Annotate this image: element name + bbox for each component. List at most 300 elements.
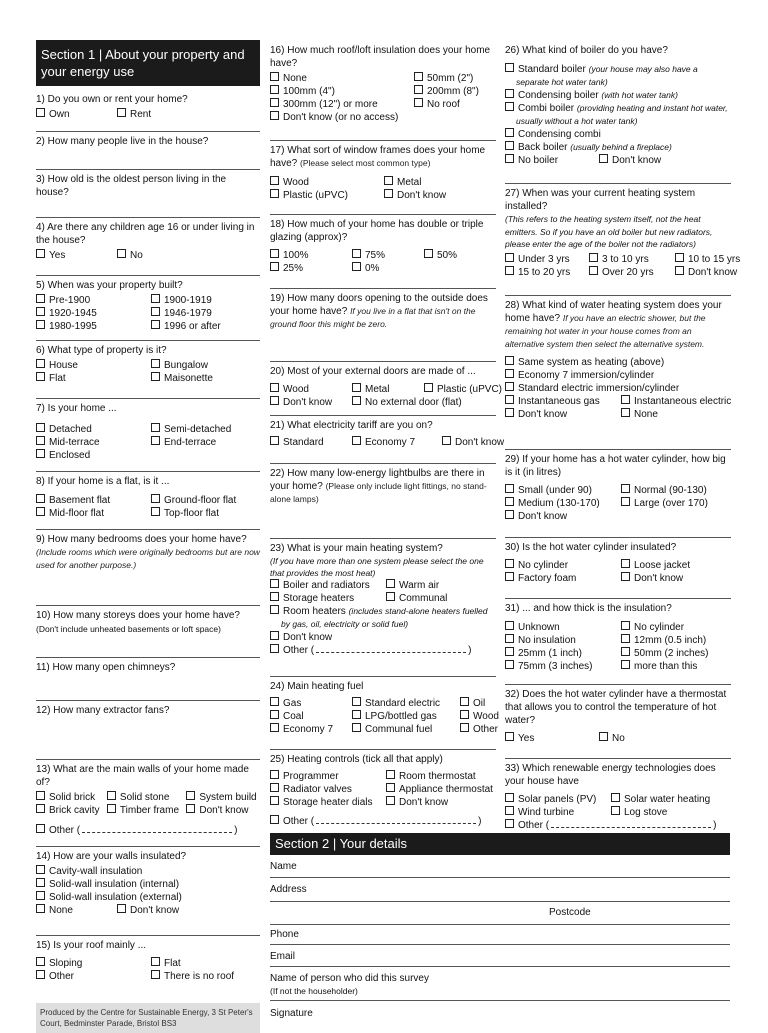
checkbox-icon	[621, 484, 630, 493]
checkbox-large[interactable]: Large (over 170)	[621, 497, 731, 510]
checkbox-icon	[675, 266, 684, 275]
question-10	[36, 605, 260, 655]
checkbox-icon	[505, 395, 514, 404]
question-11	[36, 657, 260, 698]
question-label: 28) What kind of water heating system does your home have? If you have an electric shower, but the remaining hot water in your house comes from an alternative system then select the alternative system.	[505, 300, 722, 349]
checkbox-icon	[36, 824, 45, 833]
question-4	[36, 217, 260, 273]
checkbox-icon	[505, 89, 514, 98]
question-16	[270, 44, 496, 138]
checkbox-mid-terrace[interactable]: Mid-terrace	[36, 436, 145, 449]
checkbox-icon	[36, 359, 45, 368]
checkbox-1980-1995[interactable]: 1980-1995	[36, 320, 145, 333]
checkbox-wood[interactable]: Wood	[270, 383, 346, 396]
question-label: 20) Most of your external doors are made of ...	[270, 366, 476, 377]
checkbox-no-external-door[interactable]: No external door (flat)	[352, 396, 496, 409]
checkbox-icon	[270, 262, 279, 271]
signature-label: Signature	[270, 1008, 313, 1019]
checkbox-yes[interactable]: Yes	[505, 732, 593, 745]
checkbox-more-than-this[interactable]: more than this	[621, 660, 731, 673]
checkbox-icon	[270, 770, 279, 779]
checkbox-pre-1900[interactable]: Pre-1900	[36, 294, 145, 307]
checkbox-end-terrace[interactable]: End-terrace	[151, 436, 260, 449]
checkbox-0[interactable]: 0%	[352, 262, 418, 275]
checkbox-solar-pv[interactable]: Solar panels (PV)	[505, 793, 605, 806]
checkbox-icon	[460, 697, 469, 706]
checkbox-dont-know[interactable]: Don't know	[186, 804, 260, 817]
checkbox-icon	[270, 697, 279, 706]
question-3	[36, 169, 260, 215]
checkbox-icon	[386, 579, 395, 588]
producer-footer: Produced by the Centre for Sustainable Energy, 3 St Peter's Court, Bedminster Parade, Bristol BS3	[36, 1003, 260, 1033]
checkbox-icon	[621, 572, 630, 581]
checkbox-wood[interactable]: Wood	[460, 710, 499, 723]
checkbox-icon	[352, 249, 361, 258]
checkbox-no[interactable]: No	[117, 249, 260, 262]
checkbox-25mm[interactable]: 25mm (1 inch)	[505, 647, 615, 660]
checkbox-dont-know[interactable]: Don't know	[505, 408, 615, 421]
checkbox-icon	[505, 510, 514, 519]
checkbox-icon	[384, 176, 393, 185]
checkbox-icon	[621, 634, 630, 643]
checkbox-solid-brick[interactable]: Solid brick	[36, 791, 103, 804]
checkbox-no-cylinder[interactable]: No cylinder	[621, 621, 731, 634]
question-label: 25) Heating controls (tick all that apply)	[270, 754, 443, 765]
checkbox-condensing-combi[interactable]: Condensing combi	[505, 128, 731, 141]
question-17	[270, 140, 496, 212]
checkbox-no-cylinder[interactable]: No cylinder	[505, 559, 615, 572]
checkbox-economy-7-immersion[interactable]: Economy 7 immersion/cylinder	[505, 369, 731, 382]
checkbox-100[interactable]: 100%	[270, 249, 346, 262]
question-label: 11) How many open chimneys?	[36, 662, 176, 673]
question-29	[505, 449, 731, 535]
checkbox-yes[interactable]: Yes	[36, 249, 145, 262]
checkbox-ground-floor-flat[interactable]: Ground-floor flat	[151, 494, 260, 507]
checkbox-detached[interactable]: Detached	[36, 423, 145, 436]
email-field[interactable]	[270, 950, 730, 967]
checkbox-icon	[270, 710, 279, 719]
question-label: 19) How many doors opening to the outside does your home have? If you live in a flat that isn't on the ground floor this might be zero.	[270, 293, 488, 329]
checkbox-metal[interactable]: Metal	[352, 383, 418, 396]
checkbox-icon	[107, 791, 116, 800]
checkbox-icon	[414, 98, 423, 107]
checkbox-flat[interactable]: Flat	[36, 372, 145, 385]
question-note: (This refers to the heating system itself, not the heat emitters. So if you have an old boiler but new radiators, please enter the age of the boiler not the radiators)	[505, 214, 713, 249]
email-label: Email	[270, 951, 296, 962]
checkbox-combi-boiler[interactable]: Combi boiler (providing heating and instant hot water, usually without a hot water tank)	[505, 102, 731, 128]
checkbox-icon	[151, 359, 160, 368]
checkbox-icon	[505, 484, 514, 493]
other-text-line[interactable]	[82, 824, 232, 833]
checkbox-icon	[611, 806, 620, 815]
checkbox-icon	[505, 793, 514, 802]
checkbox-icon	[386, 783, 395, 792]
checkbox-standard-electric-immersion[interactable]: Standard electric immersion/cylinder	[505, 382, 731, 395]
checkbox-oil[interactable]: Oil	[460, 697, 499, 710]
checkbox-brick-cavity[interactable]: Brick cavity	[36, 804, 103, 817]
checkbox-icon	[270, 436, 279, 445]
checkbox-icon	[352, 436, 361, 445]
checkbox-wind-turbine[interactable]: Wind turbine	[505, 806, 605, 819]
checkbox-storage-heater-dials[interactable]: Storage heater dials	[270, 796, 380, 809]
checkbox-over-20[interactable]: Over 20 yrs	[589, 266, 669, 279]
checkbox-coal[interactable]: Coal	[270, 710, 346, 723]
checkbox-room-thermostat[interactable]: Room thermostat	[386, 770, 496, 783]
checkbox-other[interactable]: Other	[36, 970, 145, 983]
checkbox-12mm[interactable]: 12mm (0.5 inch)	[621, 634, 731, 647]
checkbox-75mm[interactable]: 75mm (3 inches)	[505, 660, 615, 673]
checkbox-dont-know[interactable]: Don't know	[386, 796, 496, 809]
checkbox-instantaneous-gas[interactable]: Instantaneous gas	[505, 395, 615, 408]
other-field[interactable]: Other ( )	[270, 815, 496, 828]
question-31	[505, 598, 731, 682]
section-1-header: Section 1 | About your property and your energy use	[36, 40, 260, 86]
checkbox-enclosed[interactable]: Enclosed	[36, 449, 145, 462]
checkbox-standard-electric[interactable]: Standard electric	[352, 697, 454, 710]
other-text-line[interactable]	[316, 644, 466, 653]
question-note: (Don't include unheated basements or loft space)	[36, 624, 221, 634]
checkbox-icon	[621, 647, 630, 656]
checkbox-factory-foam[interactable]: Factory foam	[505, 572, 615, 585]
checkbox-50mm[interactable]: 50mm (2 inches)	[621, 647, 731, 660]
checkbox-none[interactable]: None	[621, 408, 731, 421]
name-label: Name	[270, 861, 297, 872]
checkbox-dont-know[interactable]: Don't know	[621, 572, 731, 585]
checkbox-50mm[interactable]: 50mm (2")	[414, 72, 496, 85]
checkbox-maisonette[interactable]: Maisonette	[151, 372, 260, 385]
checkbox-15-to-20[interactable]: 15 to 20 yrs	[505, 266, 583, 279]
checkbox-room-heaters[interactable]: Room heaters (includes stand-alone heaters fuelled by gas, oil, electricity or solid fuel)	[270, 605, 496, 631]
checkbox-standard[interactable]: Standard	[270, 436, 346, 449]
checkbox-icon	[36, 891, 45, 900]
checkbox-100mm[interactable]: 100mm (4")	[270, 85, 408, 98]
checkbox-instantaneous-electric[interactable]: Instantaneous electric	[621, 395, 731, 408]
checkbox-programmer[interactable]: Programmer	[270, 770, 380, 783]
checkbox-no-insulation[interactable]: No insulation	[505, 634, 615, 647]
question-label: 3) How old is the oldest person living in the house?	[36, 174, 227, 198]
checkbox-icon	[186, 791, 195, 800]
question-note: (Include rooms which were originally bedrooms but are now used for another purpose.)	[36, 547, 260, 570]
checkbox-icon	[424, 249, 433, 258]
checkbox-metal[interactable]: Metal	[384, 176, 496, 189]
checkbox-icon	[505, 634, 514, 643]
question-label: 18) How much of your home has double or triple glazing (approx)?	[270, 219, 484, 243]
checkbox-icon	[151, 957, 160, 966]
checkbox-other[interactable]: Other	[460, 723, 499, 736]
question-2	[36, 131, 260, 167]
checkbox-small[interactable]: Small (under 90)	[505, 484, 615, 497]
checkbox-icon	[270, 189, 279, 198]
checkbox-icon	[424, 383, 433, 392]
surveyor-field[interactable]	[270, 972, 730, 1001]
question-label: 22) How many low-energy lightbulbs are there in your home? (Please only include light fittings, no stand-alone lamps)	[270, 468, 487, 504]
signature-field[interactable]	[270, 1007, 730, 1024]
checkbox-system-build[interactable]: System build	[186, 791, 260, 804]
phone-field[interactable]	[270, 928, 730, 945]
checkbox-icon	[36, 423, 45, 432]
other-field[interactable]: Other ( )	[36, 824, 260, 837]
column-1	[36, 40, 260, 989]
checkbox-top-floor-flat[interactable]: Top-floor flat	[151, 507, 260, 520]
checkbox-1900-1919[interactable]: 1900-1919	[151, 294, 260, 307]
address-line-2[interactable]	[270, 905, 730, 925]
checkbox-icon	[505, 266, 514, 275]
checkbox-icon	[36, 878, 45, 887]
checkbox-icon	[270, 605, 279, 614]
checkbox-icon	[151, 507, 160, 516]
checkbox-icon	[36, 507, 45, 516]
checkbox-dont-know[interactable]: Don't know	[505, 510, 615, 523]
question-6	[36, 340, 260, 396]
checkbox-icon	[117, 904, 126, 913]
checkbox-icon	[505, 497, 514, 506]
checkbox-25[interactable]: 25%	[270, 262, 346, 275]
checkbox-house[interactable]: House	[36, 359, 145, 372]
question-label: 15) Is your roof mainly ...	[36, 940, 147, 951]
checkbox-icon	[505, 660, 514, 669]
question-24	[270, 676, 499, 747]
checkbox-semi-detached[interactable]: Semi-detached	[151, 423, 260, 436]
checkbox-log-stove[interactable]: Log stove	[611, 806, 731, 819]
checkbox-icon	[352, 710, 361, 719]
checkbox-dont-know[interactable]: Don't know (or no access)	[270, 111, 496, 124]
checkbox-condensing-boiler[interactable]: Condensing boiler (with hot water tank)	[505, 89, 731, 102]
checkbox-icon	[270, 383, 279, 392]
checkbox-icon	[352, 383, 361, 392]
checkbox-no-boiler[interactable]: No boiler	[505, 154, 593, 167]
checkbox-icon	[589, 266, 598, 275]
checkbox-icon	[270, 815, 279, 824]
question-14	[36, 846, 260, 933]
checkbox-icon	[505, 356, 514, 365]
checkbox-50[interactable]: 50%	[424, 249, 496, 262]
question-note: (If you have more than one system please select the one that provides the most heat)	[270, 556, 484, 578]
question-label: 9) How many bedrooms does your home have? (Include rooms which were originally bedrooms but are now used for another purpose.)	[36, 534, 260, 570]
question-label: 26) What kind of boiler do you have?	[505, 45, 668, 56]
checkbox-3-to-10[interactable]: 3 to 10 yrs	[589, 253, 669, 266]
checkbox-solid-stone[interactable]: Solid stone	[107, 791, 182, 804]
name-field[interactable]	[270, 860, 730, 878]
question-32	[505, 684, 731, 756]
question-label: 29) If your home has a hot water cylinder, how big is it (in litres)	[505, 454, 726, 478]
checkbox-icon	[352, 697, 361, 706]
checkbox-sloping[interactable]: Sloping	[36, 957, 145, 970]
other-field[interactable]: Other ( )	[270, 644, 496, 657]
checkbox-no-roof[interactable]: There is no roof	[151, 970, 260, 983]
checkbox-icon	[151, 494, 160, 503]
question-label: 23) What is your main heating system?	[270, 543, 443, 554]
question-label: 24) Main heating fuel	[270, 681, 364, 692]
checkbox-icon	[151, 423, 160, 432]
checkbox-1946-1979[interactable]: 1946-1979	[151, 307, 260, 320]
question-5	[36, 275, 260, 338]
checkbox-icon	[270, 98, 279, 107]
checkbox-warm-air[interactable]: Warm air	[386, 579, 496, 592]
question-label: 12) How many extractor fans?	[36, 705, 170, 716]
checkbox-icon	[505, 559, 514, 568]
checkbox-icon	[505, 819, 514, 828]
checkbox-icon	[460, 710, 469, 719]
checkbox-none[interactable]: None	[36, 904, 145, 917]
postcode-label: Postcode	[549, 907, 591, 918]
checkbox-dont-know[interactable]: Don't know	[384, 189, 496, 202]
checkbox-basement-flat[interactable]: Basement flat	[36, 494, 145, 507]
checkbox-icon	[352, 396, 361, 405]
checkbox-icon	[151, 970, 160, 979]
question-label: 8) If your home is a flat, is it ...	[36, 476, 170, 487]
checkbox-icon	[352, 262, 361, 271]
checkbox-icon	[386, 796, 395, 805]
checkbox-communal-fuel[interactable]: Communal fuel	[352, 723, 454, 736]
checkbox-loose-jacket[interactable]: Loose jacket	[621, 559, 731, 572]
question-label: 31) ... and how thick is the insulation?	[505, 603, 672, 614]
section-2-header: Section 2 | Your details	[270, 833, 730, 855]
question-21	[270, 415, 505, 461]
address-field[interactable]	[270, 883, 730, 902]
checkbox-appliance-thermostat[interactable]: Appliance thermostat	[386, 783, 496, 796]
address-label: Address	[270, 884, 307, 895]
checkbox-solar-water[interactable]: Solar water heating	[611, 793, 731, 806]
checkbox-cavity-wall[interactable]: Cavity-wall insulation	[36, 865, 260, 878]
checkbox-plastic[interactable]: Plastic (uPVC)	[270, 189, 378, 202]
checkbox-wood[interactable]: Wood	[270, 176, 378, 189]
other-field[interactable]: Other ( )	[505, 819, 731, 832]
question-15	[36, 935, 260, 989]
checkbox-icon	[621, 660, 630, 669]
other-text-line[interactable]	[551, 819, 711, 828]
checkbox-rent[interactable]: Rent	[117, 108, 260, 121]
checkbox-icon	[505, 141, 514, 150]
checkbox-icon	[505, 621, 514, 630]
checkbox-radiator-valves[interactable]: Radiator valves	[270, 783, 380, 796]
question-note: (Please only include light fittings, no stand-alone lamps)	[270, 481, 487, 504]
checkbox-icon	[36, 108, 45, 117]
question-label: 16) How much roof/loft insulation does your home have?	[270, 45, 491, 69]
checkbox-icon	[505, 732, 514, 741]
checkbox-back-boiler[interactable]: Back boiler (usually behind a fireplace)	[505, 141, 731, 154]
checkbox-flat-roof[interactable]: Flat	[151, 957, 260, 970]
checkbox-timber-frame[interactable]: Timber frame	[107, 804, 182, 817]
checkbox-1996-or-after[interactable]: 1996 or after	[151, 320, 260, 333]
checkbox-economy-7[interactable]: Economy 7	[270, 723, 346, 736]
checkbox-icon	[270, 796, 279, 805]
checkbox-dont-know[interactable]: Don't know	[117, 904, 260, 917]
question-label: 2) How many people live in the house?	[36, 136, 209, 147]
checkbox-1920-1945[interactable]: 1920-1945	[36, 307, 145, 320]
checkbox-none[interactable]: None	[270, 72, 408, 85]
checkbox-200mm[interactable]: 200mm (8")	[414, 85, 496, 98]
checkbox-icon	[621, 497, 630, 506]
surveyor-note: (If not the householder)	[270, 986, 358, 996]
checkbox-same-as-heating[interactable]: Same system as heating (above)	[505, 356, 731, 369]
checkbox-icon	[151, 307, 160, 316]
checkbox-dont-know[interactable]: Don't know	[675, 266, 740, 279]
checkbox-solid-wall-external[interactable]: Solid-wall insulation (external)	[36, 891, 260, 904]
checkbox-icon	[505, 382, 514, 391]
checkbox-icon	[117, 108, 126, 117]
checkbox-icon	[589, 253, 598, 262]
checkbox-icon	[675, 253, 684, 262]
checkbox-normal[interactable]: Normal (90-130)	[621, 484, 731, 497]
checkbox-icon	[36, 320, 45, 329]
question-20	[270, 361, 503, 413]
checkbox-icon	[621, 621, 630, 630]
checkbox-dont-know[interactable]: Don't know	[442, 436, 504, 449]
checkbox-solid-wall-internal[interactable]: Solid-wall insulation (internal)	[36, 878, 260, 891]
checkbox-no-roof[interactable]: No roof	[414, 98, 496, 111]
checkbox-icon	[270, 783, 279, 792]
question-18	[270, 214, 496, 286]
column-2	[270, 44, 505, 831]
question-label: 33) Which renewable energy technologies does your house have	[505, 763, 716, 787]
checkbox-icon	[36, 865, 45, 874]
checkbox-mid-floor-flat[interactable]: Mid-floor flat	[36, 507, 145, 520]
checkbox-medium[interactable]: Medium (130-170)	[505, 497, 615, 510]
checkbox-communal[interactable]: Communal	[386, 592, 496, 605]
question-26	[505, 44, 731, 181]
question-8	[36, 471, 260, 527]
checkbox-no[interactable]: No	[599, 732, 731, 745]
checkbox-icon	[414, 85, 423, 94]
checkbox-own[interactable]: Own	[36, 108, 145, 121]
checkbox-dont-know[interactable]: Don't know	[270, 396, 346, 409]
checkbox-lpg[interactable]: LPG/bottled gas	[352, 710, 454, 723]
checkbox-standard-boiler[interactable]: Standard boiler (your house may also have a separate hot water tank)	[505, 63, 731, 89]
checkbox-boiler-radiators[interactable]: Boiler and radiators	[270, 579, 380, 592]
checkbox-icon	[505, 806, 514, 815]
question-note: If you have an electric shower, but the remaining hot water in your house comes from an alternative system then select the alternative system.	[505, 313, 706, 349]
checkbox-plastic[interactable]: Plastic (uPVC)	[424, 383, 502, 396]
checkbox-icon	[505, 128, 514, 137]
other-text-line[interactable]	[316, 815, 476, 824]
question-label: 30) Is the hot water cylinder insulated?	[505, 542, 677, 553]
question-28	[505, 295, 731, 447]
question-label: 6) What type of property is it?	[36, 345, 167, 356]
checkbox-icon	[186, 804, 195, 813]
question-label: 4) Are there any children age 16 or under living in the house?	[36, 222, 255, 246]
checkbox-economy-7[interactable]: Economy 7	[352, 436, 436, 449]
checkbox-icon	[505, 253, 514, 262]
checkbox-icon	[151, 372, 160, 381]
checkbox-icon	[599, 154, 608, 163]
question-label: 27) When was your current heating system installed?	[505, 188, 696, 212]
checkbox-icon	[442, 436, 451, 445]
checkbox-icon	[36, 791, 45, 800]
checkbox-dont-know[interactable]: Don't know	[599, 154, 731, 167]
checkbox-dont-know[interactable]: Don't know	[270, 631, 496, 644]
checkbox-icon	[460, 723, 469, 732]
checkbox-300mm[interactable]: 300mm (12") or more	[270, 98, 408, 111]
question-label: 10) How many storeys does your home have?	[36, 610, 240, 621]
question-note: If you live in a flat that isn't on the ground floor this might be zero.	[270, 306, 476, 329]
question-label: 5) When was your property built?	[36, 280, 183, 291]
checkbox-icon	[36, 436, 45, 445]
checkbox-gas[interactable]: Gas	[270, 697, 346, 710]
checkbox-icon	[621, 395, 630, 404]
checkbox-icon	[352, 723, 361, 732]
checkbox-icon	[270, 644, 279, 653]
checkbox-10-to-15[interactable]: 10 to 15 yrs	[675, 253, 740, 266]
checkbox-bungalow[interactable]: Bungalow	[151, 359, 260, 372]
checkbox-75[interactable]: 75%	[352, 249, 418, 262]
checkbox-unknown[interactable]: Unknown	[505, 621, 615, 634]
question-27	[505, 183, 741, 293]
question-13	[36, 759, 260, 844]
checkbox-storage-heaters[interactable]: Storage heaters	[270, 592, 380, 605]
question-note: (Please select most common type)	[300, 158, 431, 168]
checkbox-icon	[107, 804, 116, 813]
checkbox-under-3[interactable]: Under 3 yrs	[505, 253, 583, 266]
